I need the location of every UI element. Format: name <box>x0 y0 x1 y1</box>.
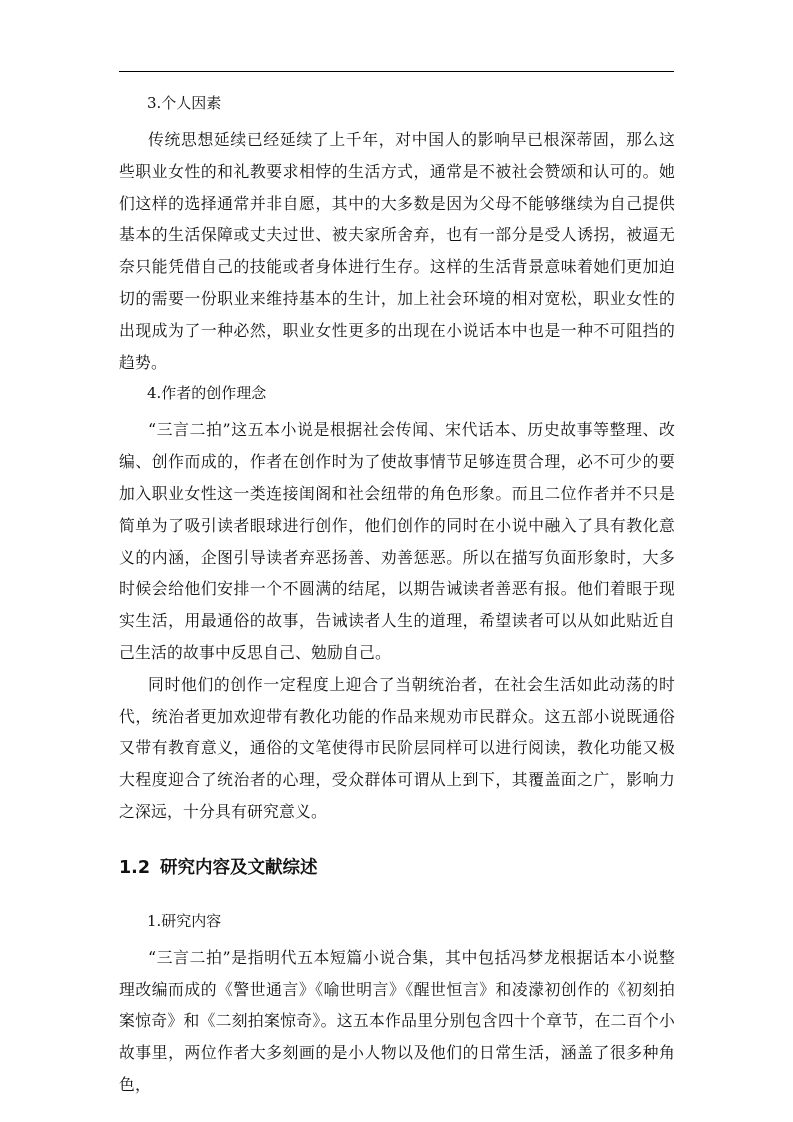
subheading-author-concept: 4.作者的创作理念 <box>147 384 267 403</box>
subheading-personal-factors: 3.个人因素 <box>147 94 222 112</box>
paragraph-research-content: “三言二拍”是指明代五本短篇小说合集，其中包括冯梦龙根据话本小说整理改编而成的《警世通言》《喻世明言》《醒世恒言》和凌濛初创作的《初刻拍案惊奇》和《二刻拍案惊奇》。这五本作品里分别包含四十个章节，在二百个小故事里，两位作者大多刻画的是小人物以及他们的日常生活，涵盖了很多种角色， <box>119 947 675 1094</box>
page-content <box>119 93 675 1101</box>
section-title-research <box>119 856 675 880</box>
paragraph-personal-factors: 传统思想延续已经延续了上千年，对中国人的影响早已根深蒂固，那么这些职业女性的和礼教要求相悖的生活方式，通常是不被社会赞颂和认可的。她们这样的选择通常并非自愿，其中的大多数是因为父母不能够继续为自己提供基本的生活保障或丈夫过世、被夫家所舍弃，也有一部分是受人诱拐，被逼无奈只能凭借自己的技能或者身体进行生存。这样的生活背景意味着她们更加迫切的需要一份职业来维持基本的生计，加上社会环境的相对宽松，职业女性的出现成为了一种必然，职业女性更多的出现在小说话本中也是一种不可阻挡的趋势。 <box>119 130 675 372</box>
paragraph-author-concept-1: “三言二拍”这五本小说是根据社会传闻、宋代话本、历史故事等整理、改编、创作而成的，作者在创作时为了使故事情节足够连贯合理，必不可少的要加入职业女性这一类连接闺阁和社会纽带的角色形象。而且二位作者并不只是简单为了吸引读者眼球进行创作，他们创作的同时在小说中融入了具有教化意义的内涵，企图引导读者弃恶扬善、劝善惩恶。所以在描写负面形象时，大多时候会给他们安排一个不圆满的结尾，以期告诫读者善恶有报。他们着眼于现实生活，用最通俗的故事，告诫读者人生的道理，希望读者可以从如此贴近自己生活的故事中反思自己、勉励自己。 <box>119 420 675 662</box>
header-rule <box>119 71 674 72</box>
section-number: 1.2 <box>119 857 151 878</box>
subheading-research-content: 1.研究内容 <box>147 911 222 930</box>
section-title-text: 研究内容及文献综述 <box>160 857 318 878</box>
paragraph-author-concept-2: 同时他们的创作一定程度上迎合了当朝统治者，在社会生活如此动荡的时代，统治者更加欢迎带有教化功能的作品来规劝市民群众。这五部小说既通俗又带有教育意义，通俗的文笔使得市民阶层同样可以进行阅读，教化功能又极大程度迎合了统治者的心理，受众群体可谓从上到下，其覆盖面之广，影响力之深远，十分具有研究意义。 <box>119 674 675 821</box>
